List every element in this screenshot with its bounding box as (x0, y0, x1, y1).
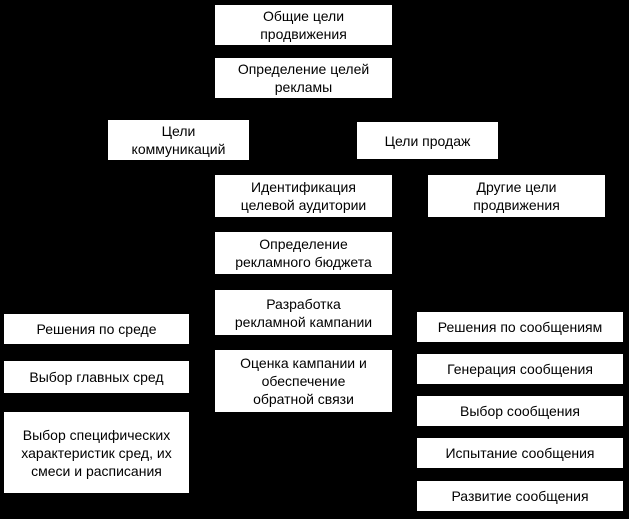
message-generation-box: Генерация сообщения (417, 354, 623, 384)
target-audience-box: Идентификация целевой аудитории (215, 175, 392, 217)
message-decisions-box: Решения по сообщениям (417, 312, 623, 342)
sales-goals-box: Цели продаж (357, 122, 498, 159)
message-selection-box: Выбор сообщения (417, 396, 623, 426)
main-media-box: Выбор главных сред (4, 361, 189, 393)
ad-goals-box: Определение целей рекламы (215, 58, 392, 98)
ad-budget-box: Определение рекламного бюджета (215, 232, 392, 274)
campaign-development-box: Разработка рекламной кампании (215, 290, 392, 335)
communication-goals-box: Цели коммуникаций (108, 120, 249, 160)
general-goals-box: Общие цели продвижения (215, 5, 392, 45)
campaign-evaluation-box: Оценка кампании и обеспечение обратной связи (215, 350, 392, 412)
message-development-box: Развитие сообщения (417, 481, 623, 511)
other-goals-box: Другие цели продвижения (428, 175, 605, 217)
media-decisions-box: Решения по среде (4, 314, 189, 344)
message-testing-box: Испытание сообщения (417, 438, 623, 468)
media-specifics-box: Выбор специфических характеристик сред, их смеси и расписания (4, 412, 189, 493)
